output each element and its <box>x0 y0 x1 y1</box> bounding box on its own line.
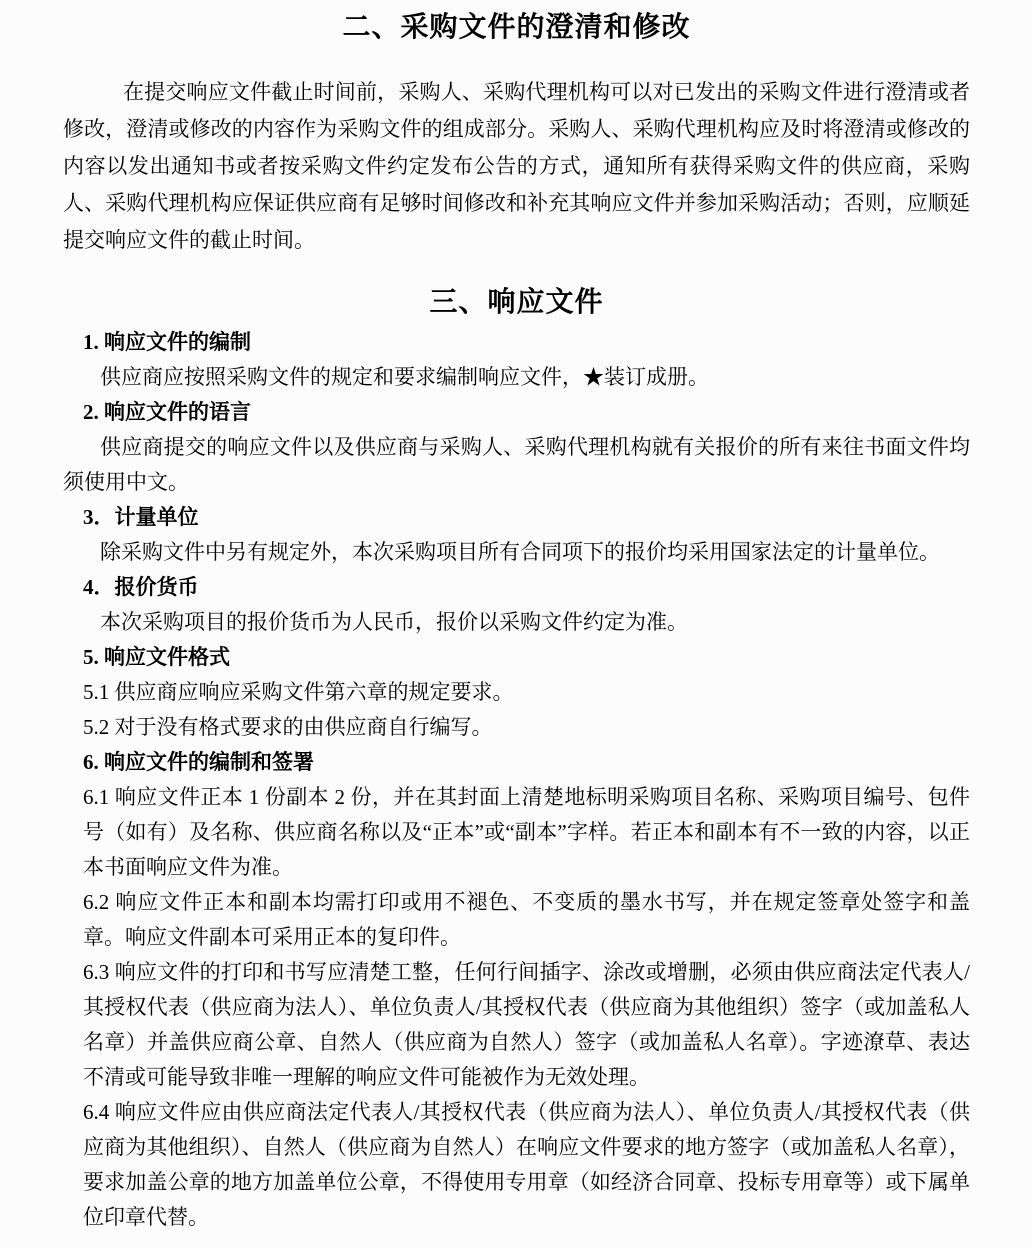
clause-5-2: 5.2 对于没有格式要求的由供应商自行编写。 <box>83 715 493 739</box>
clause-6-3: 6.3 响应文件的打印和书写应清楚工整，任何行间插字、涂改或增删，必须由供应商法定代表人/其授权代表（供应商为法人）、单位负责人/其授权代表（供应商为其他组织）签字（或加盖私人名章）并盖供应商公章、自然人（供应商为自然人）签字（或加盖私人名章）。字迹潦草、表达不清或可能导致非唯一理解的响应文件可能被作为无效处理。 <box>83 960 970 1089</box>
heading-2-language: 2. 响应文件的语言 <box>83 400 251 424</box>
clause-6-4: 6.4 响应文件应由供应商法定代表人/其授权代表（供应商为法人）、单位负责人/其授权代表（供应商为其他组织）、自然人（供应商为自然人）在响应文件要求的地方签字（或加盖私人名章），要求加盖公章的地方加盖单位公章，不得使用专用章（如经济合同章、投标专用章等）或下属单位印章代替。 <box>83 1100 970 1229</box>
heading-6-signing: 6. 响应文件的编制和签署 <box>83 750 314 774</box>
heading-5-format: 5. 响应文件格式 <box>83 645 230 669</box>
para-4-currency: 本次采购项目的报价货币为人民币，报价以采购文件约定为准。 <box>100 610 688 634</box>
para-2-language: 供应商提交的响应文件以及供应商与采购人、采购代理机构就有关报价的所有来往书面文件均须使用中文。 <box>63 435 970 494</box>
clause-5-1: 5.1 供应商应响应采购文件第六章的规定要求。 <box>83 680 514 704</box>
section-2-title: 二、采购文件的澄清和修改 <box>342 12 691 43</box>
heading-1-preparation: 1. 响应文件的编制 <box>83 330 251 354</box>
section-2-paragraph: 在提交响应文件截止时间前，采购人、采购代理机构可以对已发出的采购文件进行澄清或者修改，澄清或修改的内容作为采购文件的组成部分。采购人、采购代理机构应及时将澄清或修改的内容以发出通知书或者按采购文件约定发布公告的方式，通知所有获得采购文件的供应商，采购人、采购代理机构应保证供应商有足够时间修改和补充其响应文件并参加采购活动；否则，应顺延提交响应文件的截止时间。 <box>63 80 970 252</box>
clause-6-1: 6.1 响应文件正本 1 份副本 2 份，并在其封面上清楚地标明采购项目名称、采购项目编号、包件号（如有）及名称、供应商名称以及“正本”或“副本”字样。若正本和副本有不一致的内容，以正本书面响应文件为准。 <box>83 785 970 879</box>
para-3-unit: 除采购文件中另有规定外，本次采购项目所有合同项下的报价均采用国家法定的计量单位。 <box>100 540 940 564</box>
section-3-title: 三、响应文件 <box>429 287 604 318</box>
clause-6-2: 6.2 响应文件正本和副本均需打印或用不褪色、不变质的墨水书写，并在规定签章处签字和盖章。响应文件副本可采用正本的复印件。 <box>83 890 970 949</box>
para-1-preparation: 供应商应按照采购文件的规定和要求编制响应文件，★装订成册。 <box>100 365 709 389</box>
heading-3-unit: 3．计量单位 <box>83 505 199 529</box>
heading-4-currency: 4．报价货币 <box>83 575 199 599</box>
